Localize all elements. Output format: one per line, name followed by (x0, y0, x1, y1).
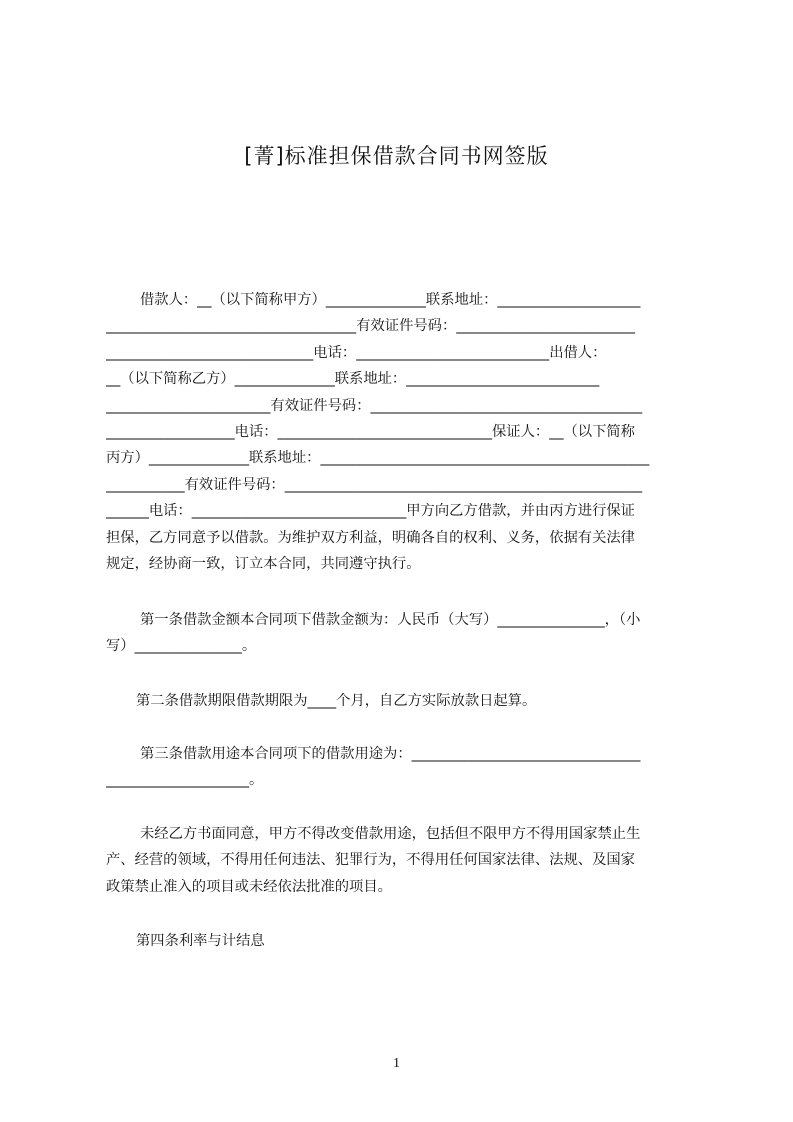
document-title: [菁]标准担保借款合同书网签版 (244, 144, 549, 168)
text-line: 第三条借款用途本合同项下的借款用途为：________________________________ (140, 746, 641, 762)
text-line: 第二条借款期限借款期限为____个月，自乙方实际放款日起算。 (136, 693, 537, 709)
text-line: ______电话：______________________________甲方向乙方借款，并由丙方进行保证 (106, 503, 635, 520)
text-line: 担保，乙方同意予以借款。为维护双方利益，明确各自的权利、义务，依据有关法律 (106, 529, 635, 546)
article-2-loan-term (106, 688, 700, 714)
text-line: ___________________________________有效证件号码：_________________________ (106, 318, 635, 335)
text-line: 未经乙方书面同意，甲方不得改变借款用途，包括但不限甲方不得用国家禁止生 (140, 826, 641, 842)
article-3-loan-purpose (106, 741, 700, 794)
text-line: 第一条借款金额本合同项下借款金额为：人民币（大写）_______________，（小 (140, 612, 641, 628)
text-line: 借款人：__（以下简称甲方）______________联系地址：____________________ (140, 292, 641, 308)
text-line: 规定，经协商一致，订立本合同，共同遵守执行。 (106, 555, 421, 572)
purpose-restriction-paragraph (106, 821, 700, 900)
text-line: 产、经营的领域，不得用任何违法、犯罪行为，不得用任何国家法律、法规、及国家 (106, 852, 635, 869)
text-line: 写）_______________。 (106, 638, 257, 655)
text-line: 第四条利率与计结息 (136, 933, 265, 949)
text-line: __（以下简称乙方）______________联系地址：___________________________ (106, 371, 600, 388)
text-line: 政策禁止准入的项目或未经依法批准的项目。 (106, 878, 392, 895)
parties-paragraph (106, 287, 700, 577)
text-line: ____________________。 (106, 772, 264, 789)
text-line: ___________有效证件号码：__________________________________________________ (106, 476, 643, 493)
text-line: 丙方）______________联系地址：______________________________________________ (106, 450, 650, 467)
text-line: __________________电话：______________________________保证人：__（以下简称 (106, 423, 635, 440)
text-line: _______________________有效证件号码：______________________________________ (106, 397, 643, 414)
text-line: _____________________________电话：___________________________出借人： (106, 344, 607, 361)
article-4-interest (106, 928, 700, 954)
article-1-loan-amount (106, 607, 700, 660)
page-number: 1 (393, 1056, 400, 1071)
